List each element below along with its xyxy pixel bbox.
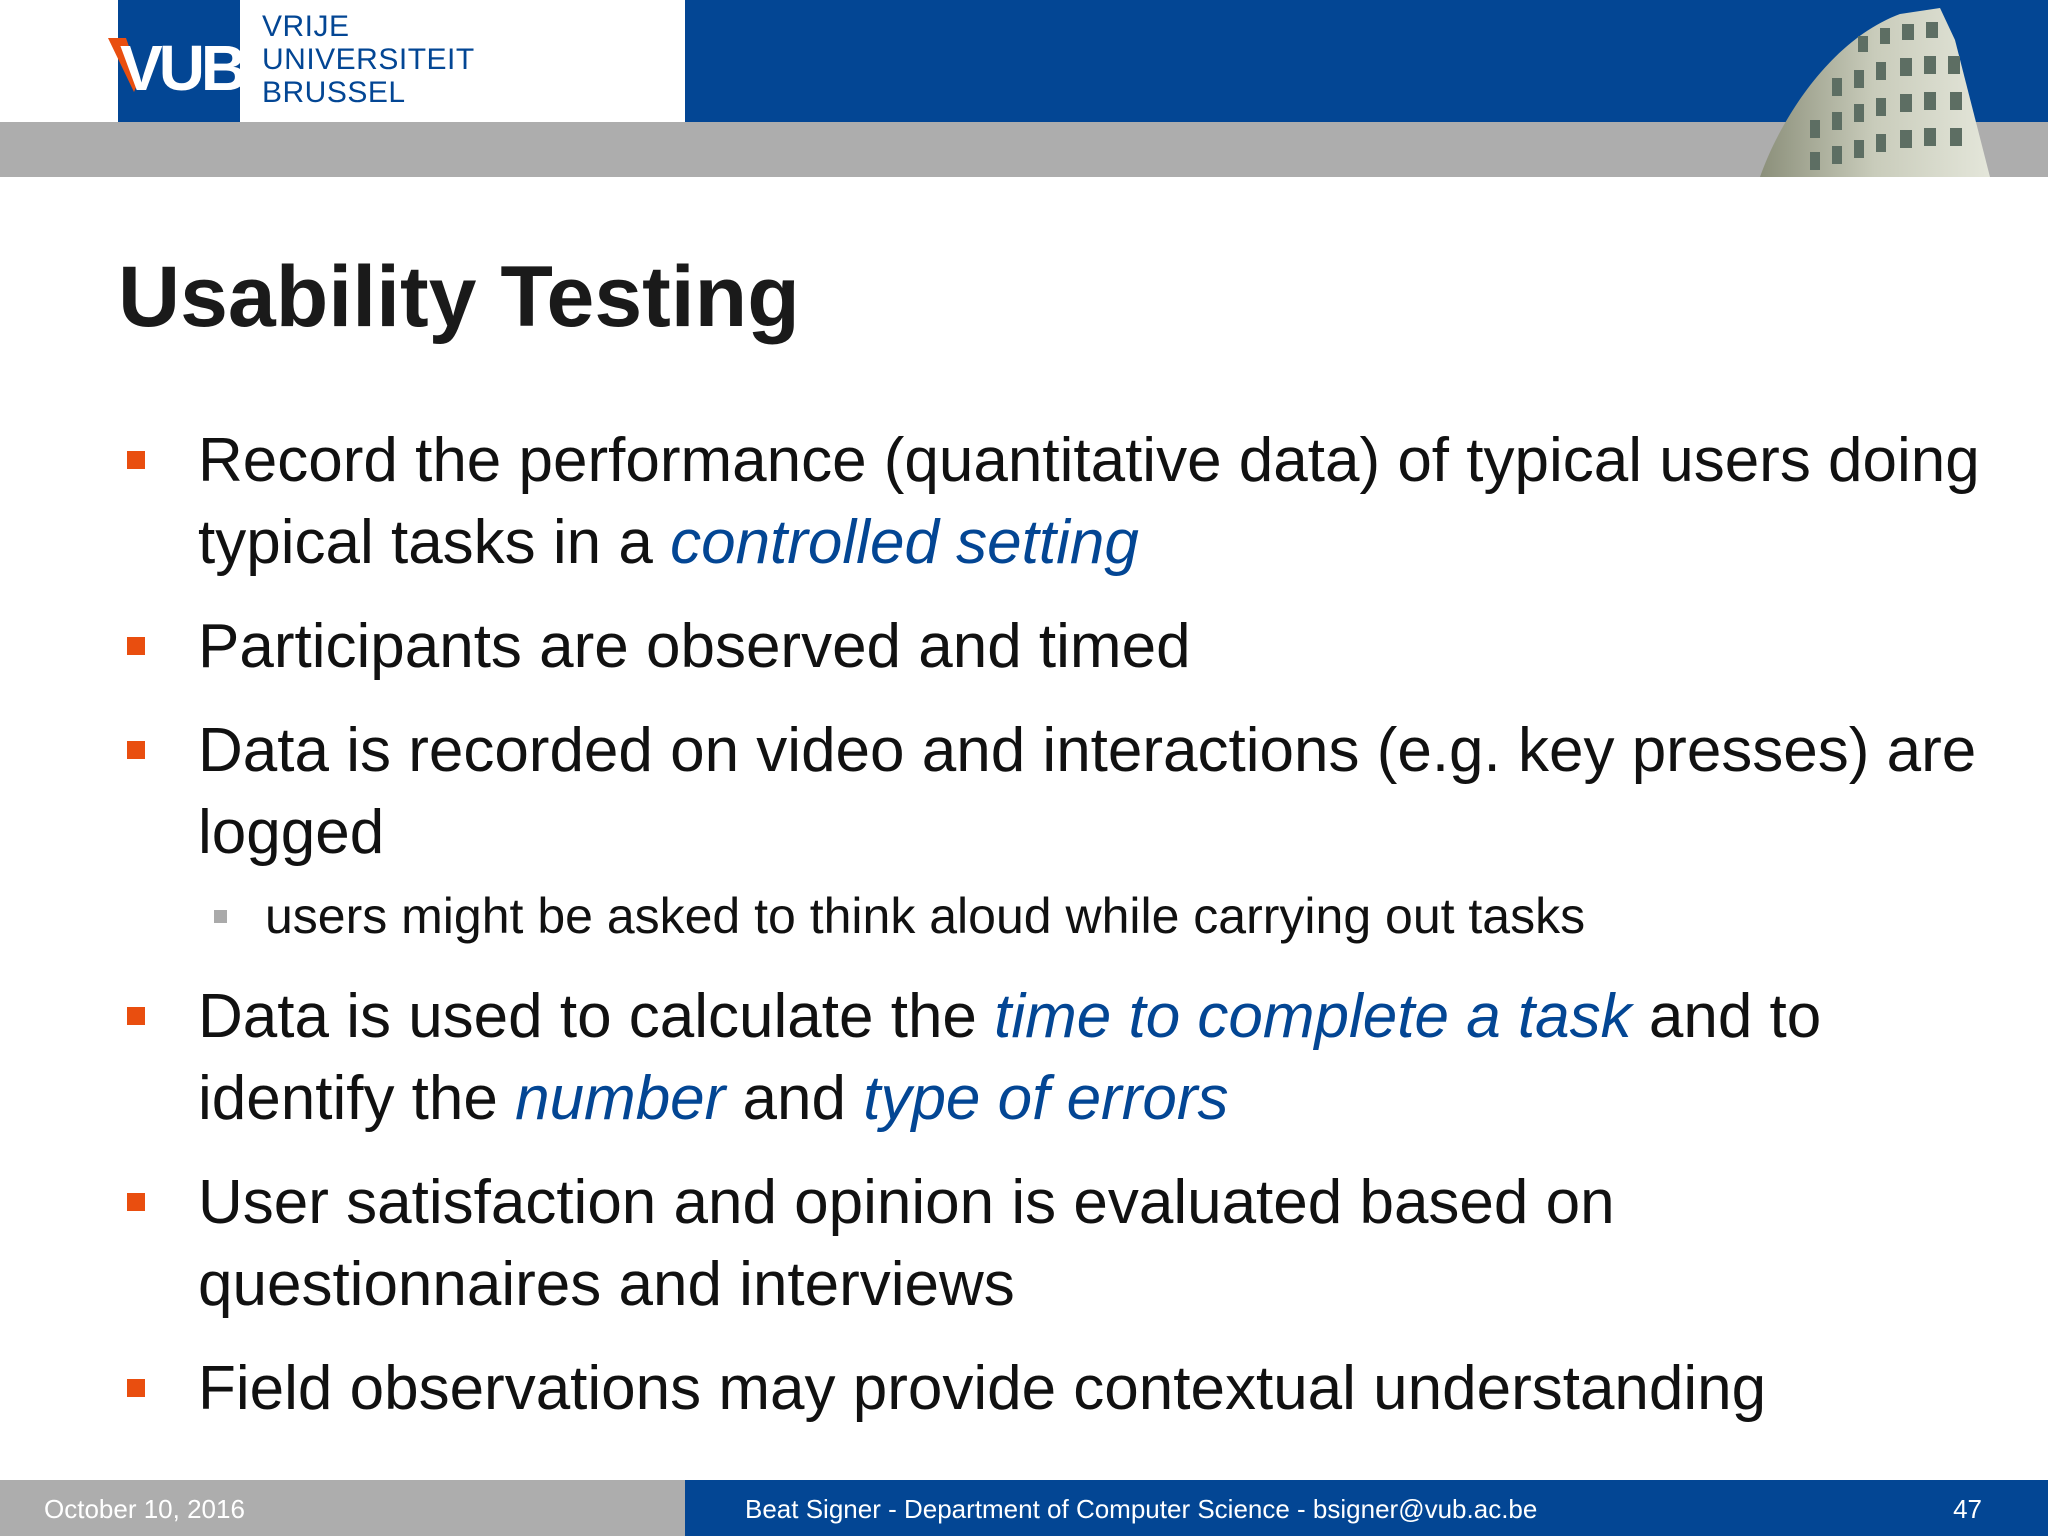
bullet-text	[198, 716, 1976, 867]
bullet-square-icon	[127, 1007, 145, 1025]
bullet-text	[198, 982, 1821, 1133]
bullet-text-segment: Data is recorded on video and interactions (e.g. key presses) are logged	[198, 716, 1977, 867]
bullet-square-icon	[127, 741, 145, 759]
bullet-item	[118, 420, 2018, 584]
page-number: 47	[1953, 1494, 1982, 1524]
logo-line-1: VRIJE	[262, 10, 350, 43]
emphasis-text: type of errors	[863, 1064, 1229, 1133]
bullet-item	[118, 1162, 2018, 1326]
bullet-text	[198, 1168, 1615, 1319]
bullet-text-segment: Field observations may provide contextual understanding	[198, 1354, 1767, 1423]
footer-author: Beat Signer - Department of Computer Science - bsigner@vub.ac.be	[745, 1494, 1538, 1524]
sub-bullet-text: users might be asked to think aloud while carrying out tasks	[265, 888, 1586, 944]
bullet-square-icon	[127, 1379, 145, 1397]
bullet-text-segment: Record the performance (quantitative data) of typical users doing typical tasks in a	[198, 426, 1980, 577]
bullet-text-segment: Participants are observed and timed	[198, 612, 1191, 681]
bullet-square-icon	[127, 637, 145, 655]
bullet-text-segment: and to identify the	[198, 982, 1822, 1133]
bullet-square-icon	[127, 1193, 145, 1211]
bullet-text	[198, 426, 1980, 577]
sub-bullet-square-icon	[214, 910, 227, 923]
bullet-text	[198, 612, 1191, 681]
bullet-text-segment: and	[725, 1064, 864, 1133]
bullet-list	[118, 420, 2018, 1452]
bullet-text-segment: Data is used to calculate the	[198, 982, 995, 1051]
sub-bullet-item	[118, 882, 2018, 950]
bullet-item	[118, 1348, 2018, 1430]
logo-line-2: UNIVERSITEIT	[262, 43, 475, 76]
emphasis-text: number	[515, 1064, 726, 1133]
emphasis-text: controlled setting	[670, 508, 1139, 577]
bullet-text	[198, 1354, 1766, 1423]
bullet-item	[118, 976, 2018, 1140]
vub-logo-mark	[118, 0, 244, 122]
bullet-item	[118, 606, 2018, 688]
university-name	[262, 10, 475, 109]
bullet-item	[118, 710, 2018, 874]
slide-title: Usability Testing	[118, 249, 800, 345]
emphasis-text: time to complete a task	[994, 982, 1632, 1051]
building-photo	[1740, 0, 2000, 177]
svg-text:VUB: VUB	[120, 32, 244, 104]
vub-logo	[118, 0, 244, 122]
bullet-square-icon	[127, 451, 145, 469]
footer-date: October 10, 2016	[44, 1494, 245, 1524]
bullet-text-segment: User satisfaction and opinion is evaluated based on questionnaires and interviews	[198, 1168, 1615, 1319]
logo-line-3: BRUSSEL	[262, 76, 406, 109]
